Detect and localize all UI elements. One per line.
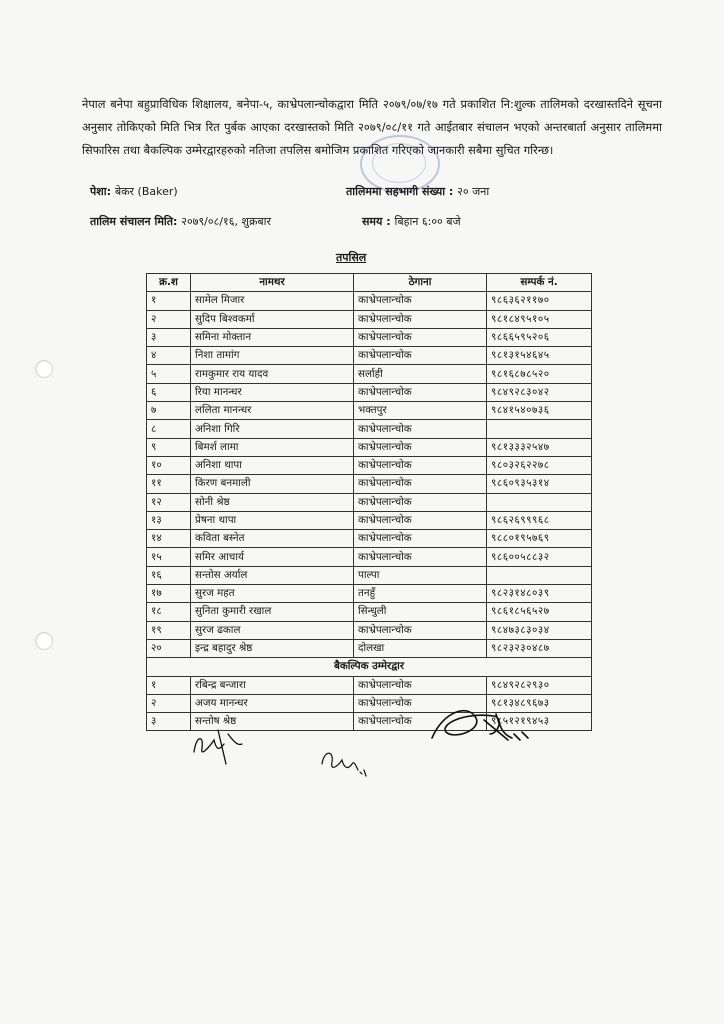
signature-2 bbox=[188, 722, 248, 770]
cell-contact: ९८२३१४८०३९ bbox=[487, 585, 592, 603]
cell-serial: १४ bbox=[147, 530, 191, 548]
table-row bbox=[147, 475, 592, 493]
cell-address: दोलखा bbox=[354, 639, 487, 657]
cell-contact: ९८०३२६२२७८ bbox=[487, 456, 592, 474]
time-value: बिहान ६:०० बजे bbox=[394, 215, 461, 228]
cell-name: रिया मानन्धर bbox=[191, 383, 354, 401]
cell-contact: ९८१३४८९६७३ bbox=[487, 694, 592, 712]
table-row bbox=[147, 530, 592, 548]
participants-label: तालिममा सहभागी संख्या : bbox=[346, 185, 454, 198]
cell-name: प्रेषना थापा bbox=[191, 511, 354, 529]
header-serial: क्र.श bbox=[147, 274, 191, 292]
cell-name: सन्तोष श्रेष्ठ bbox=[191, 713, 354, 731]
table-row bbox=[147, 621, 592, 639]
header-address: ठेगाना bbox=[354, 274, 487, 292]
cell-serial: ८ bbox=[147, 420, 191, 438]
cell-serial: १ bbox=[147, 292, 191, 310]
table-row bbox=[147, 292, 592, 310]
cell-contact: ९८४९२८३०४२ bbox=[487, 383, 592, 401]
cell-serial: १० bbox=[147, 456, 191, 474]
cell-address: काभ्रेपलान्चोक bbox=[354, 676, 487, 694]
cell-name: सुनिता कुमारी रखाल bbox=[191, 603, 354, 621]
table-row bbox=[147, 402, 592, 420]
training-start-date bbox=[90, 214, 271, 229]
cell-name: अजय मानन्धर bbox=[191, 694, 354, 712]
cell-address: सर्लाही bbox=[354, 365, 487, 383]
cell-serial: १३ bbox=[147, 511, 191, 529]
punch-hole bbox=[35, 360, 53, 378]
cell-address: काभ्रेपलान्चोक bbox=[354, 530, 487, 548]
selected-candidates-table bbox=[146, 273, 592, 731]
cell-address: काभ्रेपलान्चोक bbox=[354, 621, 487, 639]
table-row bbox=[147, 420, 592, 438]
cell-name: सुरज महत bbox=[191, 585, 354, 603]
cell-contact: ९८८०१९५७६९ bbox=[487, 530, 592, 548]
table-row bbox=[147, 603, 592, 621]
cell-address: काभ्रेपलान्चोक bbox=[354, 456, 487, 474]
cell-contact: ९८६१८५६५२७ bbox=[487, 603, 592, 621]
cell-name: सन्तोस अर्याल bbox=[191, 566, 354, 584]
cell-serial: ४ bbox=[147, 347, 191, 365]
notice-paragraph bbox=[82, 93, 662, 162]
start-date-label: तालिम संचालन मिति: bbox=[90, 215, 178, 228]
cell-contact: ९८४९२८२९३० bbox=[487, 676, 592, 694]
cell-contact bbox=[487, 420, 592, 438]
occupation bbox=[90, 184, 178, 199]
signature-1 bbox=[424, 700, 534, 752]
cell-name: बिमर्श लामा bbox=[191, 438, 354, 456]
notice-text: नेपाल बनेपा बहुप्राविधिक शिक्षालय, बनेपा-५, काभ्रेपलान्चोकद्वारा मिति २०७९/०७/१७ गते प्रकाशित नि:शुल्क तालिमको दरखास्तदिने सूचना अनुसार तोकिएको मिति भित्र रित पुर्बक आएका दरखास्तको मिति २०७९/०८/११ गते आईतबार संचालन भएको अन्तरबार्ता अनुसार तालिममा सिफारिस तथा बैकल्पिक उम्मेरद्वारहरुको नतिजा तपलिस बमोजिम प्रकाशित गरिएको जानकारी सबैमा सुचित गरिन्छ। bbox=[82, 97, 662, 157]
cell-serial: ११ bbox=[147, 475, 191, 493]
cell-serial: १२ bbox=[147, 493, 191, 511]
cell-contact: ९८१३३३२५४७ bbox=[487, 438, 592, 456]
cell-name: अनिशा गिरि bbox=[191, 420, 354, 438]
table-row bbox=[147, 328, 592, 346]
cell-serial: २ bbox=[147, 694, 191, 712]
cell-address: काभ्रेपलान्चोक bbox=[354, 292, 487, 310]
cell-contact: ९८२३२३०४८७ bbox=[487, 639, 592, 657]
cell-serial: १५ bbox=[147, 548, 191, 566]
cell-contact: ९८१८४९५१०५ bbox=[487, 310, 592, 328]
cell-contact: ९८४१५४०७३६ bbox=[487, 402, 592, 420]
cell-contact: ९८४७३८३०३४ bbox=[487, 621, 592, 639]
occupation-value: बेकर (Baker) bbox=[114, 185, 178, 198]
cell-address: काभ्रेपलान्चोक bbox=[354, 493, 487, 511]
cell-name: सुरज ढकाल bbox=[191, 621, 354, 639]
cell-serial: १८ bbox=[147, 603, 191, 621]
table-row bbox=[147, 456, 592, 474]
cell-name: रामकुमार राय यादव bbox=[191, 365, 354, 383]
table-row bbox=[147, 548, 592, 566]
cell-address: काभ्रेपलान्चोक bbox=[354, 475, 487, 493]
cell-serial: १९ bbox=[147, 621, 191, 639]
table-body bbox=[147, 292, 592, 658]
table-row bbox=[147, 639, 592, 657]
start-date-value: २०७९/०८/१६, शुक्रबार bbox=[181, 215, 272, 228]
cell-address: काभ्रेपलान्चोक bbox=[354, 694, 487, 712]
cell-address: तनहुँ bbox=[354, 585, 487, 603]
cell-name: समिर आचार्य bbox=[191, 548, 354, 566]
cell-contact bbox=[487, 566, 592, 584]
cell-name: रबिन्द्र बन्जारा bbox=[191, 676, 354, 694]
section-title: तपसिल bbox=[336, 251, 367, 264]
cell-serial: ७ bbox=[147, 402, 191, 420]
table-row bbox=[147, 676, 592, 694]
time-label: समय : bbox=[362, 215, 391, 228]
cell-serial: १७ bbox=[147, 585, 191, 603]
cell-contact bbox=[487, 493, 592, 511]
cell-serial: २ bbox=[147, 310, 191, 328]
alternate-heading: बैकल्पिक उम्मेरद्वार bbox=[147, 658, 592, 676]
table-row bbox=[147, 438, 592, 456]
cell-contact: ९८१३१५४६४५ bbox=[487, 347, 592, 365]
cell-contact: ९८६००५८८३२ bbox=[487, 548, 592, 566]
cell-address: भक्तपुर bbox=[354, 402, 487, 420]
cell-contact: ९८६३६२११७० bbox=[487, 292, 592, 310]
table-row bbox=[147, 383, 592, 401]
cell-contact: ९८६६५९५२०६ bbox=[487, 328, 592, 346]
cell-name: सुदिप बिश्वकर्मा bbox=[191, 310, 354, 328]
signature-3 bbox=[316, 740, 370, 784]
table-row bbox=[147, 493, 592, 511]
cell-name: ललिता मानन्धर bbox=[191, 402, 354, 420]
cell-serial: ३ bbox=[147, 713, 191, 731]
table-row bbox=[147, 310, 592, 328]
cell-serial: ६ bbox=[147, 383, 191, 401]
cell-name: सोनी श्रेष्ठ bbox=[191, 493, 354, 511]
cell-address: काभ्रेपलान्चोक bbox=[354, 347, 487, 365]
header-name: नामथर bbox=[191, 274, 354, 292]
cell-address: काभ्रेपलान्चोक bbox=[354, 420, 487, 438]
cell-address: काभ्रेपलान्चोक bbox=[354, 713, 487, 731]
cell-name: समिना मोक्तान bbox=[191, 328, 354, 346]
table-row bbox=[147, 585, 592, 603]
table-row bbox=[147, 511, 592, 529]
table-row bbox=[147, 566, 592, 584]
cell-address: काभ्रेपलान्चोक bbox=[354, 548, 487, 566]
participants-value: २० जना bbox=[457, 185, 490, 198]
alternate-section bbox=[147, 658, 592, 676]
cell-address: काभ्रेपलान्चोक bbox=[354, 310, 487, 328]
punch-hole bbox=[35, 632, 53, 650]
table-row bbox=[147, 365, 592, 383]
cell-serial: १६ bbox=[147, 566, 191, 584]
occupation-label: पेशा: bbox=[90, 185, 111, 198]
cell-address: काभ्रेपलान्चोक bbox=[354, 383, 487, 401]
training-time bbox=[362, 214, 461, 229]
cell-name: निशा तामांग bbox=[191, 347, 354, 365]
cell-name: कविता बस्नेत bbox=[191, 530, 354, 548]
cell-serial: २० bbox=[147, 639, 191, 657]
alternate-heading-row bbox=[147, 658, 592, 676]
cell-contact: ९८६०९३५३१४ bbox=[487, 475, 592, 493]
cell-contact: ९८६२६९९९६८ bbox=[487, 511, 592, 529]
cell-name: इन्द्र बहादुर श्रेष्ठ bbox=[191, 639, 354, 657]
cell-serial: ९ bbox=[147, 438, 191, 456]
cell-address: काभ्रेपलान्चोक bbox=[354, 438, 487, 456]
header-contact: सम्पर्क नं. bbox=[487, 274, 592, 292]
cell-serial: १ bbox=[147, 676, 191, 694]
participants bbox=[346, 184, 489, 199]
cell-address: काभ्रेपलान्चोक bbox=[354, 511, 487, 529]
cell-name: किरण बनमाली bbox=[191, 475, 354, 493]
cell-serial: ३ bbox=[147, 328, 191, 346]
cell-name: अनिशा थापा bbox=[191, 456, 354, 474]
cell-serial: ५ bbox=[147, 365, 191, 383]
table-row bbox=[147, 347, 592, 365]
cell-contact: ९८५१२१९४५३ bbox=[487, 713, 592, 731]
cell-name: सामेल मिजार bbox=[191, 292, 354, 310]
cell-address: सिन्धुली bbox=[354, 603, 487, 621]
cell-address: पाल्पा bbox=[354, 566, 487, 584]
table-header-row bbox=[147, 274, 592, 292]
cell-contact: ९८१६८७८५२० bbox=[487, 365, 592, 383]
cell-address: काभ्रेपलान्चोक bbox=[354, 328, 487, 346]
